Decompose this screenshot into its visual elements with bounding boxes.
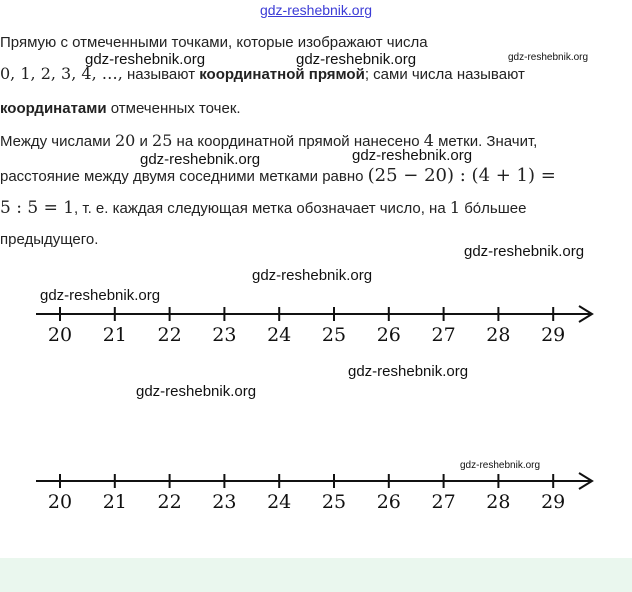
watermark: gdz-reshebnik.org: [348, 363, 469, 380]
site-header-link[interactable]: gdz-reshebnik.org: [259, 2, 373, 18]
watermark: gdz-reshebnik.org: [352, 147, 473, 164]
tick-label: 23: [212, 491, 237, 513]
tick-label: 22: [157, 491, 182, 513]
number-line-2: [0, 467, 632, 517]
watermark: gdz-reshebnik.org: [460, 460, 541, 471]
watermark: gdz-reshebnik.org: [252, 267, 373, 284]
term-coordinates: координатами: [0, 100, 107, 117]
text-fragment: Между числами: [0, 133, 115, 150]
number-line-1: [0, 300, 632, 350]
text-fragment: расстояние между двумя соседними метками равно: [0, 168, 368, 185]
tick-label: 24: [267, 491, 292, 513]
tick-label: 21: [102, 324, 127, 346]
text-fragment: и: [135, 133, 153, 150]
watermark: gdz-reshebnik.org: [136, 383, 257, 400]
number-1: 1: [449, 198, 461, 217]
tick-label: 28: [486, 324, 511, 346]
footer-band: [0, 558, 632, 592]
tick-label: 25: [321, 491, 347, 513]
tick-label: 28: [486, 491, 511, 513]
tick-label: 23: [212, 324, 237, 346]
watermark: gdz-reshebnik.org: [140, 151, 261, 168]
text-fragment: , т. е. каждая следующая метка обозначает число, на: [74, 200, 450, 217]
tick-label: 20: [47, 324, 73, 346]
paragraph1-line1: Прямую с отмеченными точками, которые изображают числа: [0, 34, 428, 51]
watermark: gdz-reshebnik.org: [40, 287, 161, 304]
watermark: gdz-reshebnik.org: [508, 52, 589, 63]
text-fragment: бо́льшее: [460, 200, 527, 217]
text-fragment: на координатной прямой нанесено: [172, 133, 424, 150]
tick-label: 25: [321, 324, 347, 346]
number-25: 25: [152, 131, 173, 150]
tick-label: 24: [267, 324, 292, 346]
number-20: 20: [114, 131, 136, 150]
paragraph1-line2: [0, 64, 525, 85]
tick-label: 22: [157, 324, 182, 346]
term-coordinate-line: координатной прямой: [199, 66, 365, 83]
tick-label: 21: [102, 491, 127, 513]
tick-label: 27: [431, 491, 456, 513]
paragraph2-line3: [0, 198, 526, 219]
tick-label: 29: [541, 491, 566, 513]
tick-label: 20: [47, 491, 73, 513]
watermark: gdz-reshebnik.org: [296, 51, 417, 68]
paragraph1-line3: [0, 99, 241, 119]
text-fragment: называют: [122, 66, 200, 83]
tick-label: 27: [431, 324, 456, 346]
text-fragment: метки. Значит,: [433, 133, 538, 150]
paragraph2-line2: [0, 166, 556, 187]
number-4: 4: [423, 131, 434, 150]
number-sequence: 0, 1, 2, 3, 4, …,: [0, 64, 123, 83]
distance-expression: (25 − 20) : (4 + 1) =: [367, 165, 556, 186]
result-expression: 5 : 5 = 1: [0, 198, 75, 218]
tick-label: 26: [376, 324, 401, 346]
text-fragment: отмеченных точек.: [106, 100, 241, 117]
watermark: gdz-reshebnik.org: [464, 243, 585, 260]
tick-label: 26: [376, 491, 401, 513]
tick-label: 29: [541, 324, 566, 346]
watermark: gdz-reshebnik.org: [85, 51, 206, 68]
text-fragment: ; сами числа называют: [364, 66, 525, 83]
paragraph2-line4: предыдущего.: [0, 231, 99, 248]
